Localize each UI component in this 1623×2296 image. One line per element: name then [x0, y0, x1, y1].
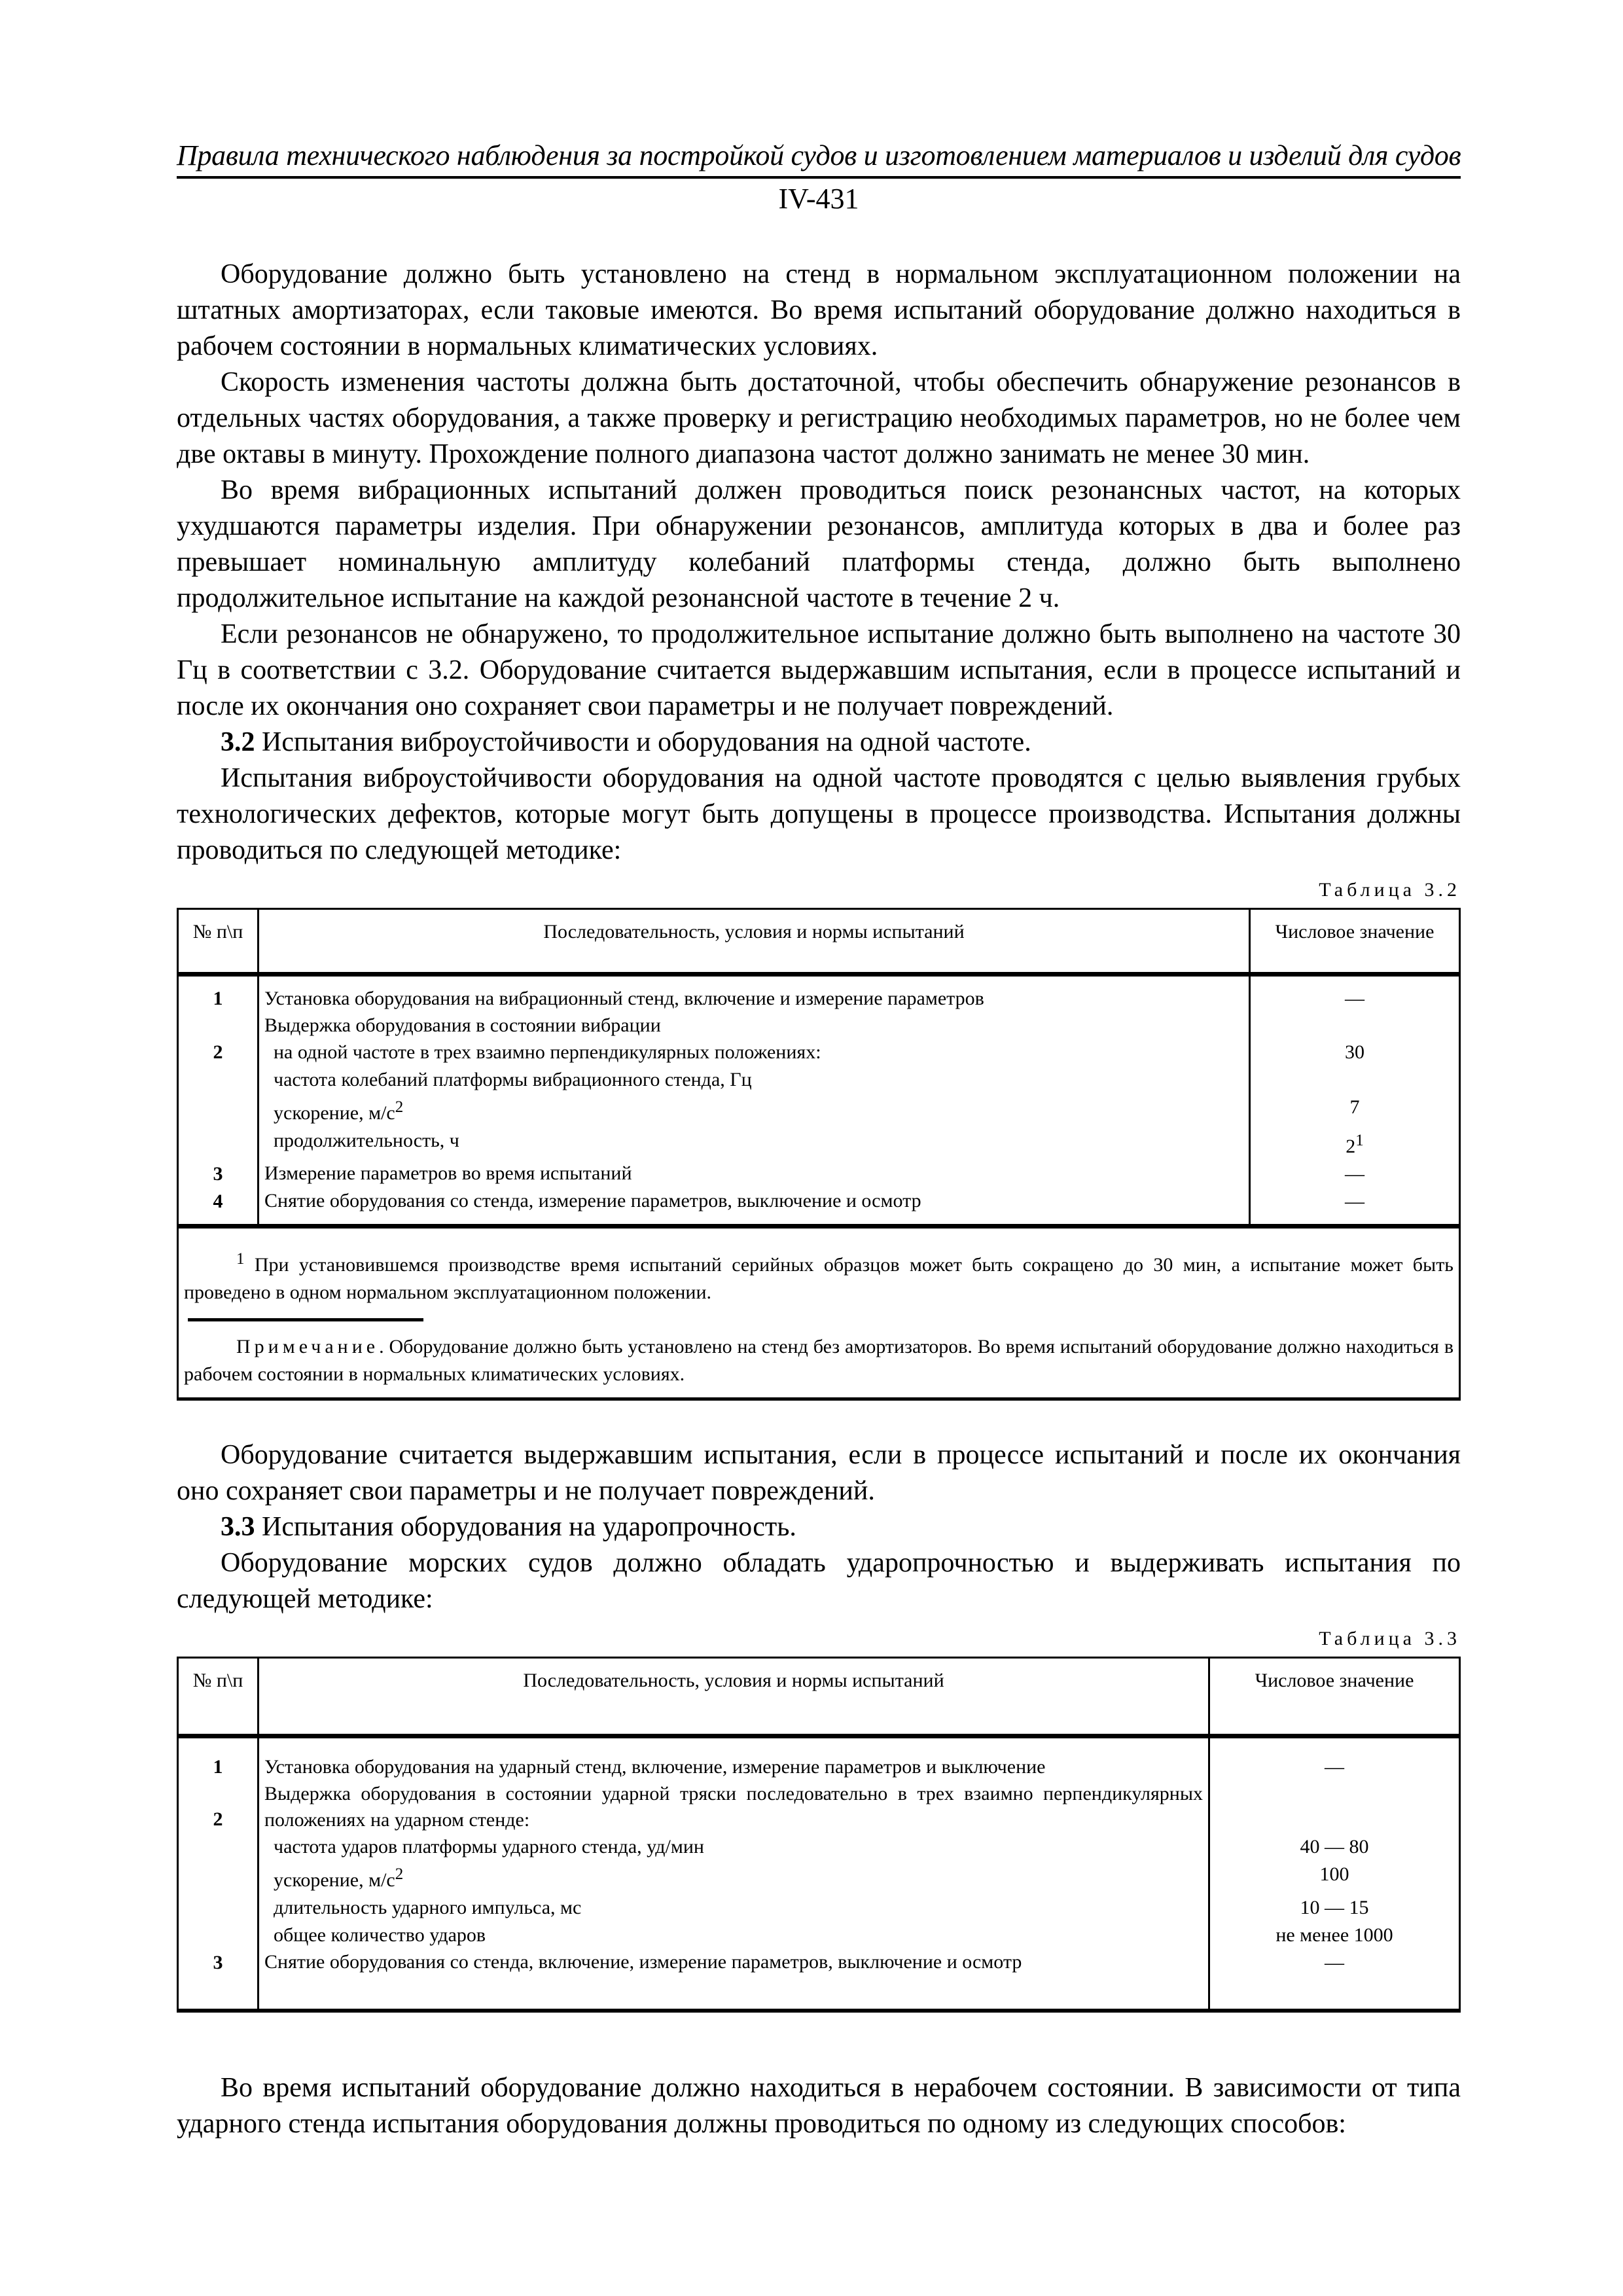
- section-title: Испытания оборудования на ударопрочность.: [255, 1512, 796, 1542]
- table-row: [178, 1861, 1460, 1894]
- paragraph: Во время испытаний оборудование должно находиться в нерабочем состоянии. В зависимости от типа ударного стенда испытания оборудования должны проводиться по одному из следующих способов:: [177, 2073, 1461, 2139]
- table-row: [178, 1094, 1460, 1127]
- row-text: ускорение, $м/с^2$: [259, 1861, 1209, 1894]
- section-heading-3-2: [177, 725, 1461, 761]
- section-number: 3.3: [221, 1512, 255, 1542]
- row-text: общее количество ударов: [259, 1922, 1209, 1949]
- table-row: [178, 1894, 1460, 1922]
- row-value: не менее 1000: [1209, 1922, 1460, 1949]
- row-text: длительность ударного импульса, мс: [259, 1894, 1209, 1922]
- paragraph: Оборудование должно быть установлено на стенд в нормальном эксплуатационном положении на штатных амортизаторах, если таковые имеются. Во время испытаний оборудование должно находиться в рабочем состоянии в нормальных климатических условиях.: [177, 259, 1461, 361]
- row-text: частота колебаний платформы вибрационного стенда, Гц: [259, 1066, 1250, 1094]
- row-value: 100: [1209, 1861, 1460, 1894]
- table-row: [178, 1781, 1460, 1833]
- row-value: $2^1$: [1250, 1127, 1460, 1160]
- table-row: [178, 1160, 1460, 1188]
- table-row: [178, 1039, 1460, 1066]
- row-text: Установка оборудования на ударный стенд, включение, измерение параметров и выключение: [259, 1736, 1209, 1782]
- table-row: [178, 1833, 1460, 1861]
- paragraph: Испытания виброустойчивости оборудования на одной частоте проводятся с целью выявления грубых технологических дефектов, которые могут быть допущены в процессе производства. Испытания должны проводиться по следующей методике:: [177, 763, 1461, 865]
- row-value: —: [1250, 1160, 1460, 1188]
- column-header: Числовое значение: [1209, 1658, 1460, 1736]
- row-text: Установка оборудования на вибрационный стенд, включение и измерение параметров: [259, 975, 1250, 1013]
- footnote: $^1$ При установившемся производстве время испытаний серийных образцов может быть сокращено до 30 мин, а испытание может быть проведено в одном нормальном эксплуатационном положении.: [184, 1250, 1454, 1303]
- row-value: —: [1209, 1949, 1460, 2011]
- body-text: [177, 257, 1461, 2142]
- row-value: —: [1250, 975, 1460, 1013]
- table-header-row: [178, 1658, 1460, 1736]
- table-3-3: [177, 1657, 1461, 2013]
- row-value: 7: [1250, 1094, 1460, 1127]
- column-header: № п\п: [178, 1658, 259, 1736]
- table-3-2: [177, 908, 1461, 1401]
- table-caption: Таблица 3.3: [1319, 1628, 1461, 1649]
- row-text: продолжительность, ч: [259, 1127, 1250, 1160]
- row-text: ускорение, $м/с^2$: [259, 1094, 1250, 1127]
- column-header: Числовое значение: [1250, 909, 1460, 975]
- paragraph: Скорость изменения частоты должна быть достаточной, чтобы обеспечить обнаружение резонансов в отдельных частях оборудования, а также проверку и регистрацию необходимых параметров, но не более чем две октавы в минуту. Прохождение полного диапазона частот должно занимать не менее 30 мин.: [177, 367, 1461, 469]
- row-number: 1: [178, 1736, 259, 1782]
- row-number: 3: [178, 1160, 259, 1188]
- table-row: [178, 975, 1460, 1013]
- table-row: [178, 1736, 1460, 1782]
- table-row: [178, 1188, 1460, 1227]
- section-number: 3.2: [221, 727, 255, 757]
- row-number: 2: [178, 1039, 259, 1066]
- running-header: Правила технического наблюдения за постройкой судов и изготовлением материалов и изделий для судов: [177, 139, 1461, 179]
- section-heading-3-3: [177, 1509, 1461, 1545]
- table-row: [178, 1922, 1460, 1949]
- table-caption: Таблица 3.2: [1319, 879, 1461, 901]
- section-title: Испытания виброустойчивости и оборудования на одной частоте.: [255, 727, 1031, 757]
- column-header: Последовательность, условия и нормы испытаний: [259, 909, 1250, 975]
- row-text: Снятие оборудования со стенда, измерение параметров, выключение и осмотр: [259, 1188, 1250, 1227]
- row-text: Снятие оборудования со стенда, включение, измерение параметров, выключение и осмотр: [259, 1949, 1209, 2011]
- page-number: IV-431: [778, 183, 859, 215]
- column-header: Последовательность, условия и нормы испытаний: [259, 1658, 1209, 1736]
- row-number: 2: [178, 1781, 259, 1833]
- row-number: 4: [178, 1188, 259, 1227]
- row-text: Выдержка оборудования в состоянии ударной тряски последовательно в трех взаимно перпендикулярных положениях на ударном стенде:: [259, 1781, 1209, 1833]
- table-header-row: [178, 909, 1460, 975]
- paragraph: Если резонансов не обнаружено, то продолжительное испытание должно быть выполнено на частоте 30 Гц в соответствии с 3.2. Оборудование считается выдержавшим испытания, если в процессе испытаний и после их окончания оно сохраняет свои параметры и не получает повреждений.: [177, 619, 1461, 721]
- row-text: частота ударов платформы ударного стенда, уд/мин: [259, 1833, 1209, 1861]
- paragraph: Оборудование морских судов должно обладать ударопрочностью и выдерживать испытания по следующей методике:: [177, 1548, 1461, 1614]
- table-note: Примечание. Оборудование должно быть установлено на стенд без амортизаторов. Во время испытаний оборудование должно находиться в рабочем состоянии в нормальных климатических условиях.: [184, 1336, 1454, 1385]
- row-text: на одной частоте в трех взаимно перпендикулярных положениях:: [259, 1039, 1250, 1066]
- table-row: [178, 1013, 1460, 1039]
- row-value: —: [1250, 1188, 1460, 1227]
- row-value: 30: [1250, 1039, 1460, 1066]
- row-value: —: [1209, 1736, 1460, 1782]
- table-row: [178, 1066, 1460, 1094]
- row-number: 1: [178, 975, 259, 1013]
- row-value: 10 — 15: [1209, 1894, 1460, 1922]
- divider: [188, 1318, 423, 1321]
- table-row: [178, 1127, 1460, 1160]
- row-text: Выдержка оборудования в состоянии вибрации: [259, 1013, 1250, 1039]
- table-footnotes: [178, 1227, 1460, 1399]
- paragraph: Оборудование считается выдержавшим испытания, если в процессе испытаний и после их окончания оно сохраняет свои параметры и не получает повреждений.: [177, 1440, 1461, 1506]
- row-number: 3: [178, 1949, 259, 2011]
- paragraph: Во время вибрационных испытаний должен проводиться поиск резонансных частот, на которых ухудшаются параметры изделия. При обнаружении резонансов, амплитуда которых в два и более раз превышает номинальную амплитуду колебаний платформы стенда, должно быть выполнено продолжительное испытание на каждой резонансной частоте в течение 2 ч.: [177, 475, 1461, 613]
- row-text: Измерение параметров во время испытаний: [259, 1160, 1250, 1188]
- table-row: [178, 1949, 1460, 2011]
- column-header: № п\п: [178, 909, 259, 975]
- row-value: 40 — 80: [1209, 1833, 1460, 1861]
